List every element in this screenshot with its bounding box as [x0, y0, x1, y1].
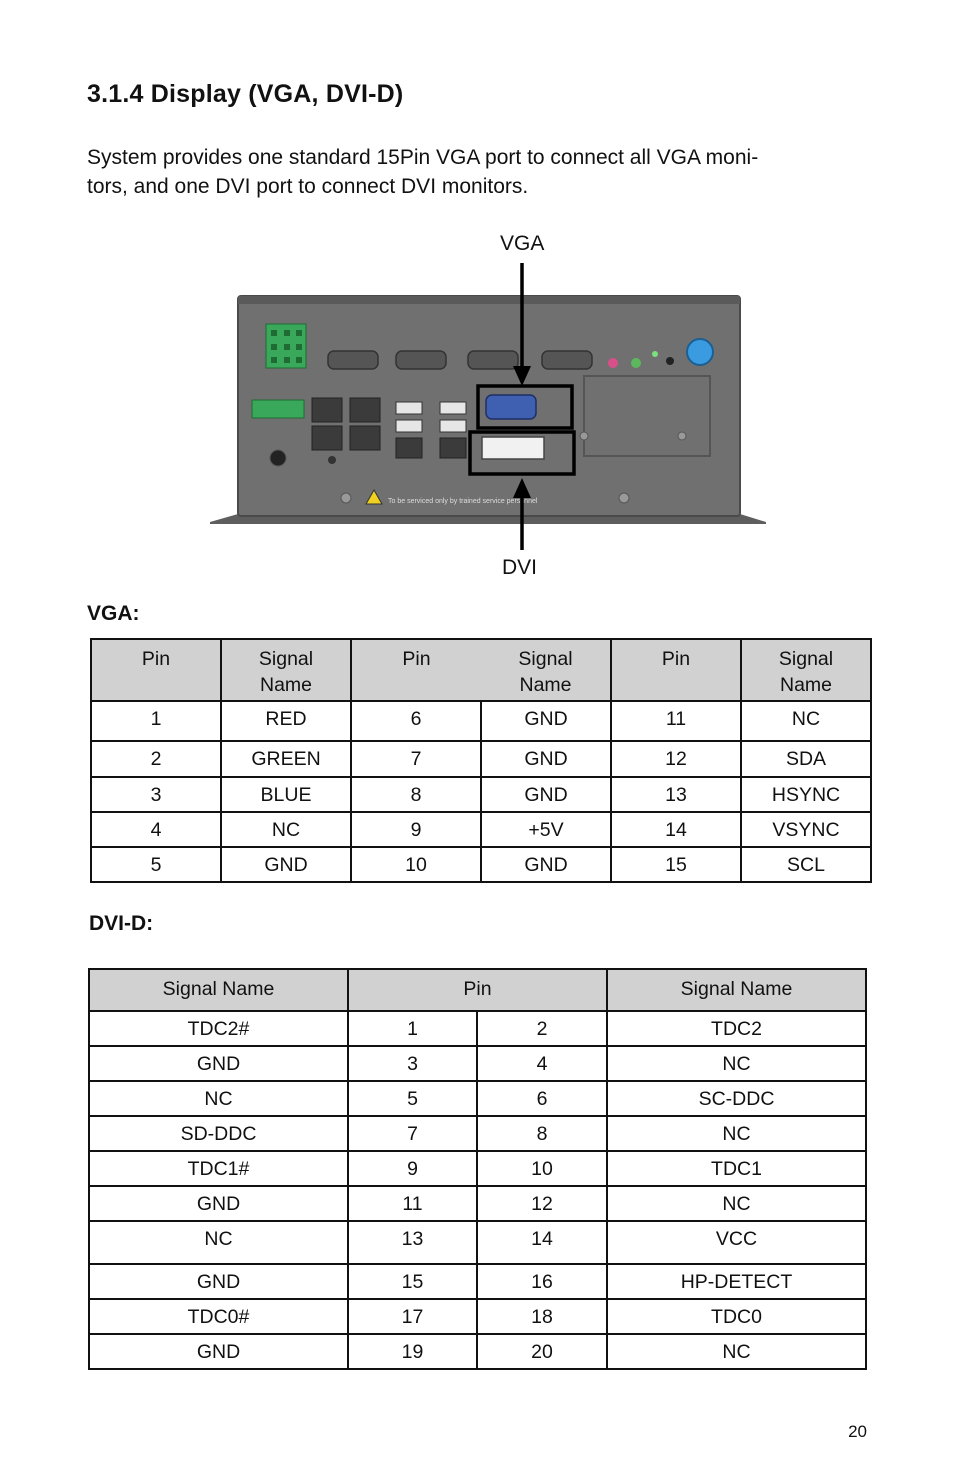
vga-signal-cell: GND [221, 847, 351, 882]
vga-signal-cell: GND [481, 777, 611, 812]
dvi-signal-cell: NC [89, 1081, 348, 1116]
vga-pin-cell: 11 [611, 701, 741, 741]
dvi-signal-cell: GND [89, 1046, 348, 1081]
power-button [687, 339, 713, 365]
lan-port-5 [396, 438, 422, 458]
dvi-signal-cell: TDC2 [607, 1011, 866, 1046]
vga-pin-cell: 14 [611, 812, 741, 847]
dvi-table-row [89, 1081, 866, 1116]
rear-panel-figure [200, 258, 780, 558]
dvi-table-row [89, 1011, 866, 1046]
lan-port-4 [350, 426, 380, 450]
chassis-top-edge [238, 296, 740, 304]
dvi-signal-cell: TDC2# [89, 1011, 348, 1046]
lan-port-2 [312, 426, 342, 450]
dvi-signal-cell: SC-DDC [607, 1081, 866, 1116]
dvi-table-row [89, 1151, 866, 1186]
dc-jack [270, 450, 286, 466]
vga-header-pin: Pin [611, 639, 741, 701]
vga-signal-cell: HSYNC [741, 777, 871, 812]
dvi-pin-cell: 10 [477, 1151, 607, 1186]
dvi-signal-cell: TDC1# [89, 1151, 348, 1186]
vga-signal-cell: RED [221, 701, 351, 741]
dvi-signal-cell: NC [607, 1334, 866, 1369]
dvi-header-row [89, 969, 866, 1011]
vga-pin-cell: 7 [351, 741, 481, 777]
page-number: 20 [848, 1422, 867, 1441]
vga-signal-cell: GREEN [221, 741, 351, 777]
com-port-4 [542, 351, 592, 369]
vga-header-pin-signal: Pin Signal Name [351, 639, 611, 701]
screw [678, 432, 686, 440]
lan-port-1 [312, 398, 342, 422]
vga-heading: VGA: [87, 602, 140, 625]
usb-port-4 [440, 420, 466, 432]
vga-signal-cell: VSYNC [741, 812, 871, 847]
vga-pin-cell: 8 [351, 777, 481, 812]
vga-pin-cell: 5 [91, 847, 221, 882]
dvi-signal-cell: TDC1 [607, 1151, 866, 1186]
dvi-header-signal-name: Signal Name [89, 969, 348, 1011]
vga-pin-cell: 15 [611, 847, 741, 882]
dvi-signal-cell: GND [89, 1186, 348, 1221]
dvi-signal-cell: TDC0# [89, 1299, 348, 1334]
vga-signal-cell: NC [221, 812, 351, 847]
dvi-signal-cell: GND [89, 1264, 348, 1299]
dvi-table-row [89, 1046, 866, 1081]
com-port-2 [396, 351, 446, 369]
lan-port-6 [440, 438, 466, 458]
intro-line-2: tors, and one DVI port to connect DVI monitors. [87, 175, 529, 198]
vga-pin-table [90, 638, 872, 883]
vga-signal-cell: SCL [741, 847, 871, 882]
vga-pin-cell: 13 [611, 777, 741, 812]
dvi-connector [482, 437, 544, 459]
dvi-pin-cell: 3 [348, 1046, 477, 1081]
usb-port-1 [396, 402, 422, 414]
dvi-signal-cell: NC [607, 1046, 866, 1081]
dvi-pin-table [88, 968, 867, 1370]
dvi-pin-cell: 15 [348, 1264, 477, 1299]
vga-pin-cell: 4 [91, 812, 221, 847]
vga-callout-label: VGA [500, 232, 545, 255]
dvi-signal-cell: SD-DDC [89, 1116, 348, 1151]
dvi-table-row [89, 1299, 866, 1334]
dvi-pin-cell: 1 [348, 1011, 477, 1046]
dvi-table-row [89, 1221, 866, 1264]
dvi-pin-cell: 7 [348, 1116, 477, 1151]
dvi-signal-cell: NC [607, 1116, 866, 1151]
dvi-heading: DVI-D: [89, 912, 154, 935]
vga-pin-cell: 9 [351, 812, 481, 847]
dvi-pin-cell: 2 [477, 1011, 607, 1046]
dvi-pin-cell: 20 [477, 1334, 607, 1369]
dvi-table-row [89, 1264, 866, 1299]
dvi-pin-cell: 8 [477, 1116, 607, 1151]
vga-pin-cell: 12 [611, 741, 741, 777]
vga-pin-cell: 2 [91, 741, 221, 777]
screw [619, 493, 629, 503]
audio-mic-jack [608, 358, 618, 368]
reset-button [666, 357, 674, 365]
dvi-callout-label: DVI [502, 556, 538, 579]
dvi-pin-cell: 13 [348, 1221, 477, 1264]
intro-line-1: System provides one standard 15Pin VGA port to connect all VGA moni- [87, 146, 759, 169]
green-power-connector [252, 400, 304, 418]
dvi-pin-cell: 14 [477, 1221, 607, 1264]
usb-port-2 [396, 420, 422, 432]
rear-warning-text: To be serviced only by trained service personnel [388, 498, 538, 505]
dvi-pin-cell: 18 [477, 1299, 607, 1334]
vga-pin-cell: 6 [351, 701, 481, 741]
vga-table-row [91, 777, 871, 812]
dvi-table-row [89, 1334, 866, 1369]
dvi-header-signal-name: Signal Name [607, 969, 866, 1011]
vga-signal-cell: GND [481, 847, 611, 882]
dvi-table-row [89, 1186, 866, 1221]
vga-signal-cell: +5V [481, 812, 611, 847]
dvi-pin-cell: 9 [348, 1151, 477, 1186]
vga-header-signal-name: Signal Name [741, 639, 871, 701]
vga-pin-cell: 3 [91, 777, 221, 812]
dvi-pin-cell: 5 [348, 1081, 477, 1116]
com-port-3 [468, 351, 518, 369]
vga-table-row [91, 741, 871, 777]
dvi-pin-cell: 17 [348, 1299, 477, 1334]
dvi-signal-cell: TDC0 [607, 1299, 866, 1334]
dvi-signal-cell: HP-DETECT [607, 1264, 866, 1299]
dvi-header-pin: Pin [348, 969, 607, 1011]
led-indicator [652, 351, 658, 357]
lan-port-3 [350, 398, 380, 422]
audio-line-jack [631, 358, 641, 368]
section-title: 3.1.4 Display (VGA, DVI-D) [87, 80, 404, 108]
dvi-pin-cell: 11 [348, 1186, 477, 1221]
vga-table-row [91, 701, 871, 741]
dvi-pin-cell: 12 [477, 1186, 607, 1221]
vga-pin-cell: 10 [351, 847, 481, 882]
usb-port-3 [440, 402, 466, 414]
vga-table-row [91, 847, 871, 882]
dvi-pin-cell: 19 [348, 1334, 477, 1369]
intro-paragraph [87, 143, 867, 201]
vga-signal-cell: GND [481, 701, 611, 741]
vga-header-signal-name: Signal Name [221, 639, 351, 701]
com-port-1 [328, 351, 378, 369]
vga-signal-cell: GND [481, 741, 611, 777]
dvi-signal-cell: VCC [607, 1221, 866, 1264]
vga-header-row [91, 639, 871, 701]
screw [341, 493, 351, 503]
dvi-pin-cell: 6 [477, 1081, 607, 1116]
dvi-table-row [89, 1116, 866, 1151]
screw-hole [328, 456, 336, 464]
dvi-pin-cell: 4 [477, 1046, 607, 1081]
dvi-signal-cell: NC [607, 1186, 866, 1221]
dvi-pin-cell: 16 [477, 1264, 607, 1299]
screw [580, 432, 588, 440]
vga-signal-cell: BLUE [221, 777, 351, 812]
vga-table-row [91, 812, 871, 847]
vga-header-pin: Pin [91, 639, 221, 701]
vga-connector [486, 395, 536, 419]
vga-signal-cell: SDA [741, 741, 871, 777]
vga-pin-cell: 1 [91, 701, 221, 741]
dvi-signal-cell: NC [89, 1221, 348, 1264]
dvi-signal-cell: GND [89, 1334, 348, 1369]
vga-signal-cell: NC [741, 701, 871, 741]
